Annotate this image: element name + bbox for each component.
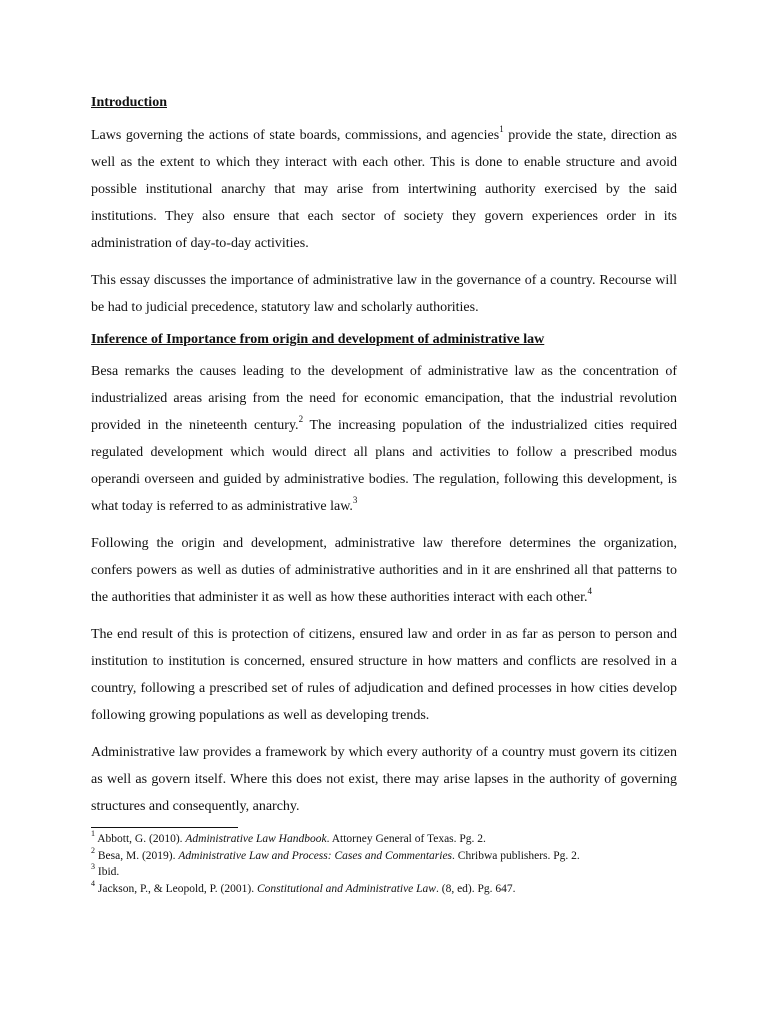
paragraph-3 (91, 358, 677, 520)
footnote-author: Abbott, G. (2010). (95, 833, 186, 845)
paragraph-2: This essay discusses the importance of administrative law in the governance of a country. Recourse will be had to judicial precedence, statutory law and scholarly authorities. (91, 273, 677, 315)
paragraph-1-text-b: provide the state, direction as well as the extent to which they interact with each other. This is done to enable structure and avoid possible institutional anarchy that may arise from intertwining authority exercised by the said institutions. They also ensure that each sector of society they govern experiences order in its administration of day-to-day activities. (91, 128, 678, 251)
footnote-source: . (8, ed). Pg. 647. (435, 882, 516, 895)
section-heading-introduction: Introduction (91, 95, 167, 110)
document-page (91, 94, 677, 897)
paragraph-5: The end result of this is protection of citizens, ensured law and order in as far as person to person and institution to institution is concerned, ensured structure in how matters and conflicts are resolved in a country, following a prescribed set of rules of adjudication and defined processes in how cities develop following growing populations as well as developing trends. (91, 627, 677, 723)
footnote-ref-1: 1 (499, 124, 504, 135)
paragraph-6: Administrative law provides a framework by which every authority of a country must govern its citizen as well as govern itself. Where this does not exist, there may arise lapses in the authority of governing structures and consequently, anarchy. (91, 745, 677, 814)
paragraph-4 (91, 530, 677, 611)
paragraph-3-text-a: Besa remarks the causes leading to the development of administrative law as the concentration of industrialized areas arising from the need for economic emancipation, that the industrial revolution provided in the nineteenth century. (91, 364, 677, 433)
paragraph-4-text: Following the origin and development, administrative law therefore determines the organization, confers powers as well as duties of administrative authorities and in it are enshrined all that patterns to the authorities that administer it as well as how these authorities interact with each other. (91, 536, 677, 605)
footnote-ref-3: 3 (352, 495, 358, 506)
footnote-source: . Attorney General of Texas. Pg. 2. (326, 833, 486, 845)
footnote-4 (91, 878, 677, 898)
footnote-title: Administrative Law and Process: Cases and Commentaries (178, 849, 453, 862)
footnote-ref-2: 2 (298, 414, 304, 425)
footnote-ref-4: 4 (587, 586, 592, 597)
footnote-title: Constitutional and Administrative Law (256, 882, 436, 895)
footnote-number: 1 (91, 829, 95, 839)
footnote-separator (91, 827, 238, 828)
footnote-author: Besa, M. (2019). (95, 849, 179, 862)
section-heading-inference: Inference of Importance from origin and development of administrative law (91, 332, 545, 347)
footnote-author: Jackson, P., & Leopold, P. (2001). (95, 882, 257, 895)
footnote-author: Ibid. (95, 866, 120, 878)
footnote-1 (91, 831, 677, 848)
paragraph-3-text-b: The increasing population of the industrialized cities required regulated development which would direct all plans and activities to follow a prescribed modus operandi overseen and guided by administrative bodies. The regulation, following this development, is what today is referred to as administrative law. (91, 418, 677, 514)
footnote-number: 2 (91, 845, 95, 855)
footnote-3 (91, 864, 677, 881)
footnotes (91, 831, 677, 897)
footnote-number: 4 (91, 878, 95, 888)
footnote-title: Administrative Law Handbook (185, 833, 327, 845)
paragraph-1 (91, 122, 677, 257)
footnote-2 (91, 845, 677, 865)
footnote-number: 3 (91, 862, 95, 872)
paragraph-1-text-a: Laws governing the actions of state boards, commissions, and agencies (91, 128, 500, 143)
footnote-source: . Chribwa publishers. Pg. 2. (452, 849, 580, 862)
